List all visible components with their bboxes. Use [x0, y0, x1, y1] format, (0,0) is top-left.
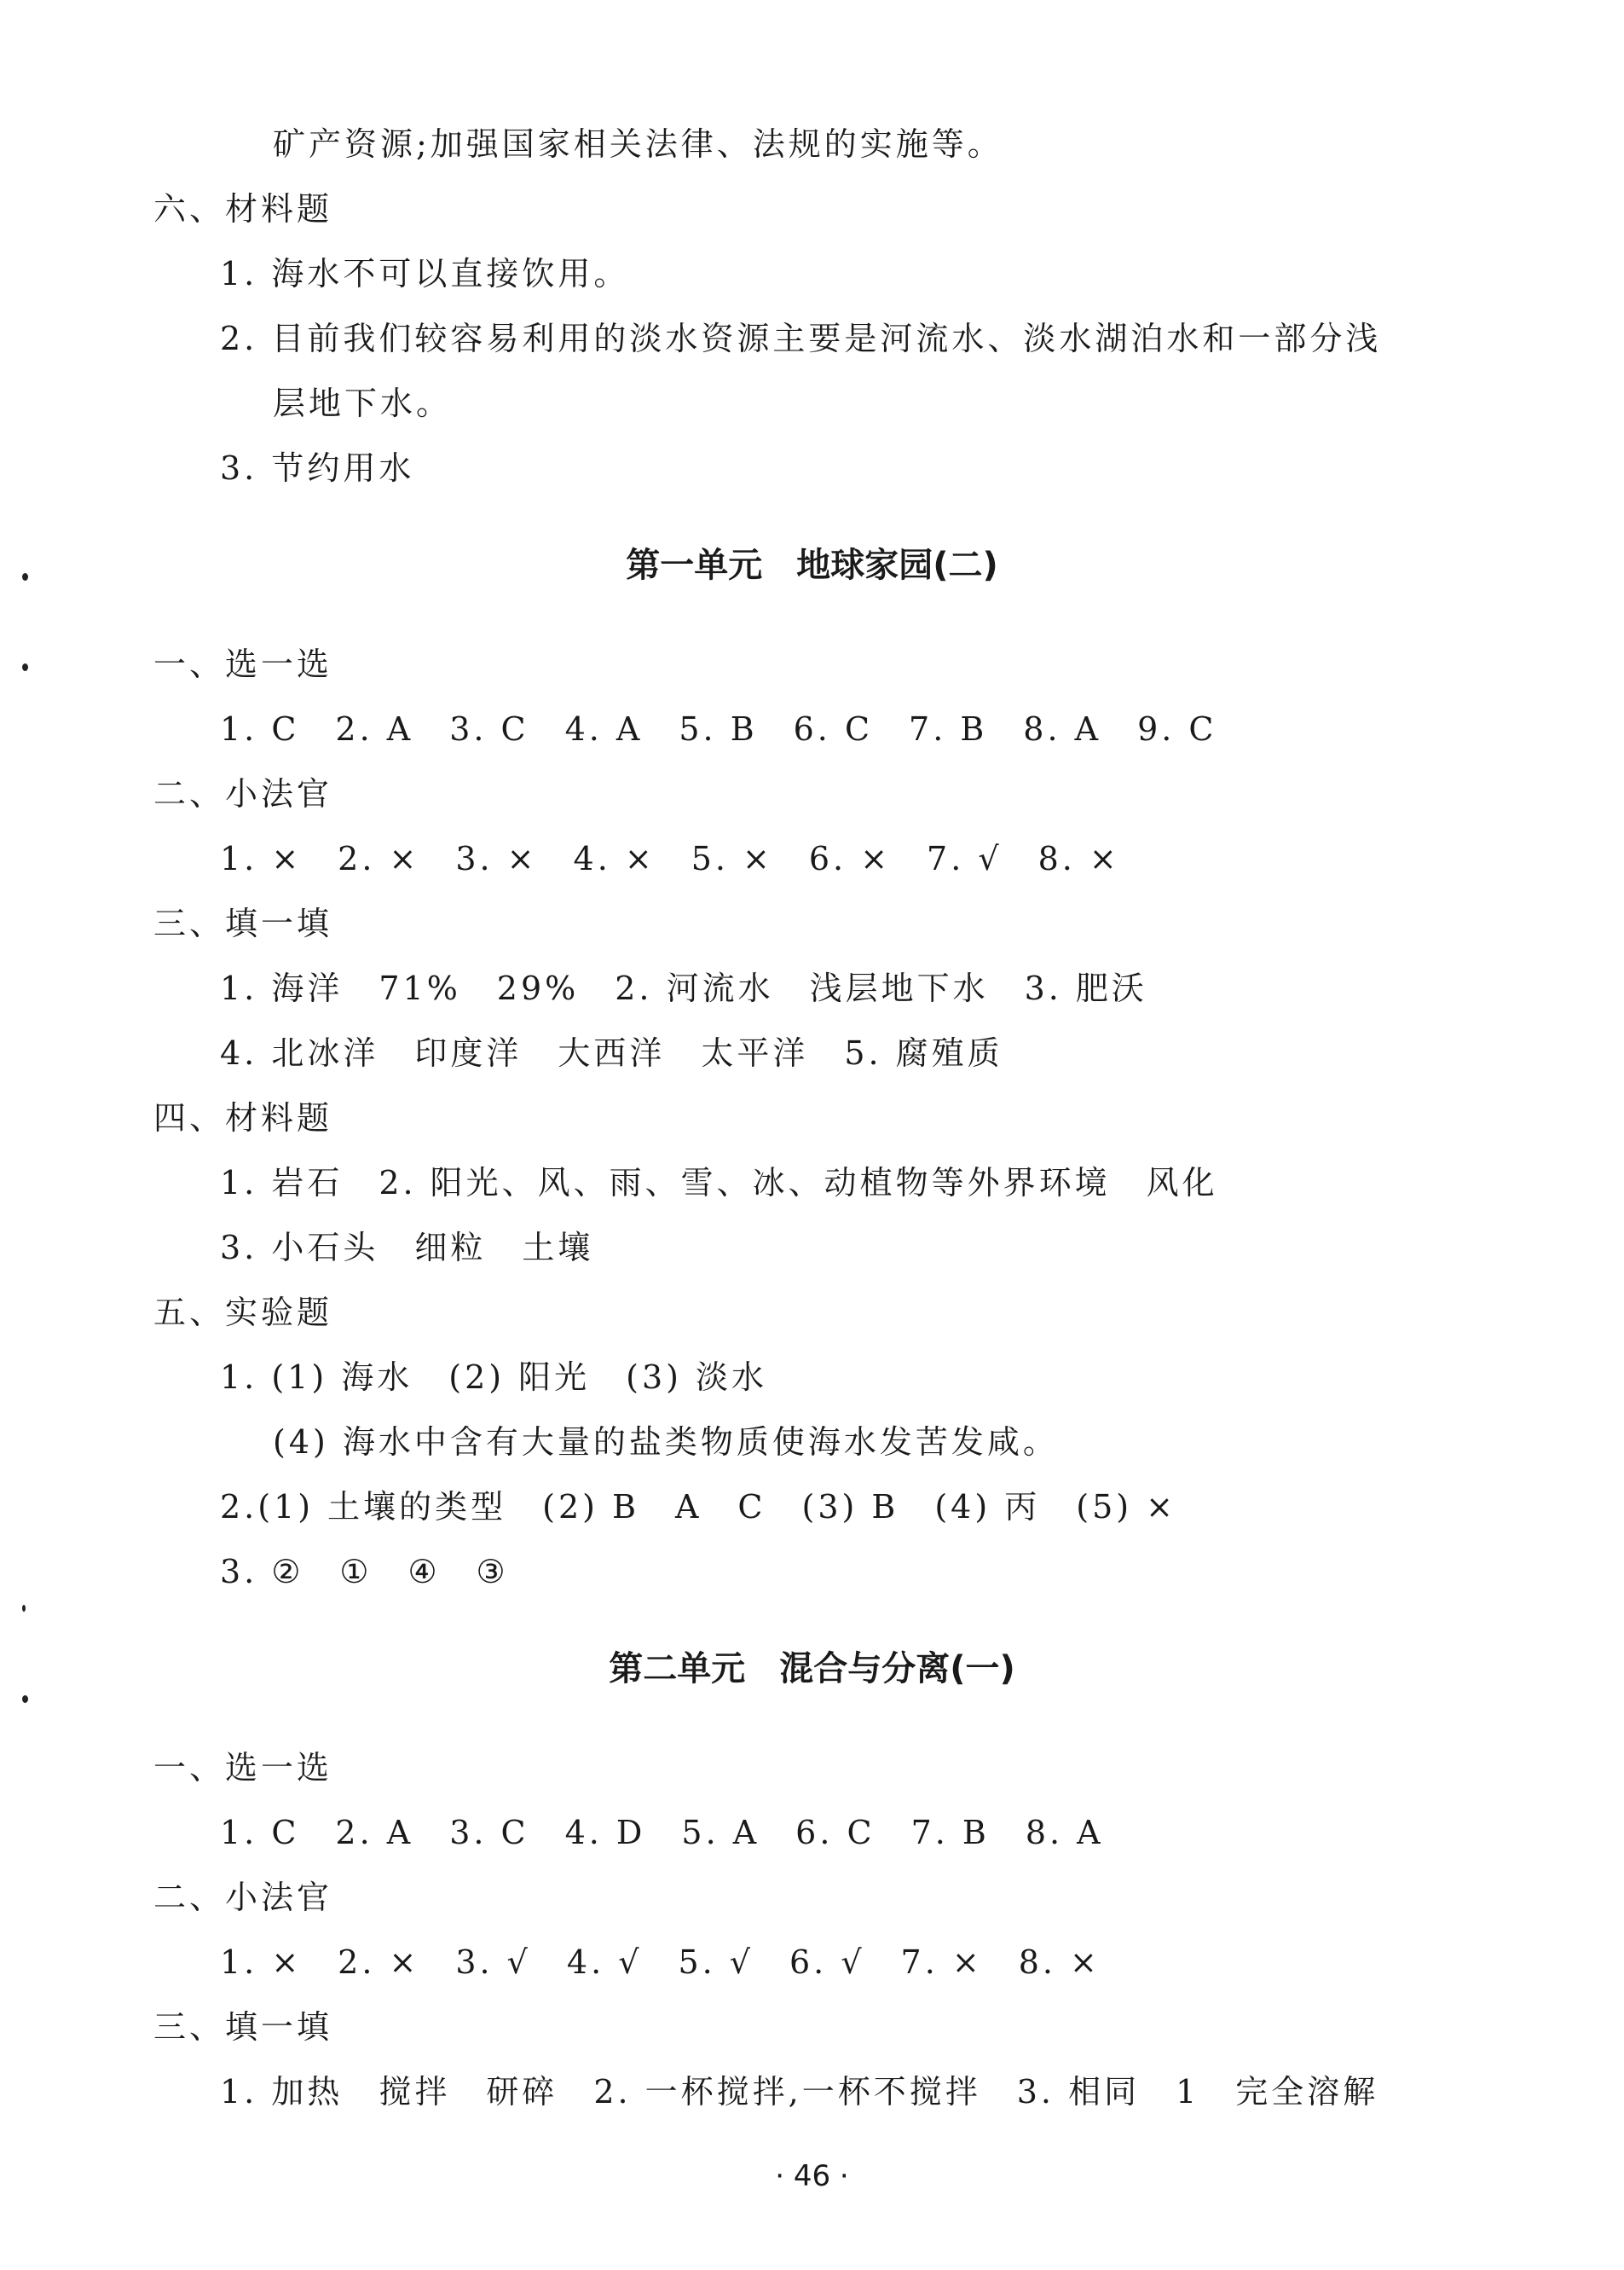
answer-line: 1. 海洋 71% 29% 2. 河流水 浅层地下水 3. 肥沃 [220, 970, 1147, 1007]
text-line: 矿产资源;加强国家相关法律、法规的实施等。 [273, 125, 1003, 163]
answer-line: 1. (1) 海水 (2) 阳光 (3) 淡水 [220, 1358, 768, 1396]
page-number: · 46 · [775, 2159, 849, 2193]
section-heading: 三、填一填 [153, 905, 333, 942]
margin-mark [22, 663, 28, 671]
section-heading: 三、填一填 [153, 2008, 333, 2046]
answer-line: 1. × 2. × 3. √ 4. √ 5. √ 6. √ 7. × 8. × [220, 1943, 1101, 1981]
answer-line: 2. 目前我们较容易利用的淡水资源主要是河流水、淡水湖泊水和一部分浅 [220, 320, 1382, 357]
section-heading: 二、小法官 [153, 775, 333, 813]
answer-line: 1. 海水不可以直接饮用。 [220, 255, 630, 292]
section-heading: 五、实验题 [153, 1294, 333, 1331]
answer-line: 3. ② ① ④ ③ [220, 1553, 509, 1590]
margin-mark [22, 1695, 28, 1703]
answer-line: 层地下水。 [273, 385, 453, 422]
section-heading: 一、选一选 [153, 646, 333, 683]
answer-line: 1. C 2. A 3. C 4. A 5. B 6. C 7. B 8. A 9. C [220, 710, 1217, 748]
margin-mark [22, 1605, 26, 1612]
section-heading: 四、材料题 [153, 1099, 333, 1137]
answer-line: 4. 北冰洋 印度洋 大西洋 太平洋 5. 腐殖质 [220, 1034, 1003, 1072]
section-heading: 六、材料题 [153, 190, 333, 228]
answer-line: 1. × 2. × 3. × 4. × 5. × 6. × 7. √ 8. × [220, 840, 1120, 877]
answer-line: 3. 小石头 细粒 土壤 [220, 1229, 594, 1266]
answer-line: 1. 加热 搅拌 研碎 2. 一杯搅拌,一杯不搅拌 3. 相同 1 完全溶解 [220, 2073, 1379, 2111]
answer-line: 1. C 2. A 3. C 4. D 5. A 6. C 7. B 8. A [220, 1814, 1104, 1851]
section-heading: 二、小法官 [153, 1879, 333, 1916]
answer-line: 2.(1) 土壤的类型 (2) B A C (3) B (4) 丙 (5) × [220, 1488, 1176, 1526]
unit-title: 第二单元 混合与分离(一) [609, 1649, 1015, 1688]
answer-line: (4) 海水中含有大量的盐类物质使海水发苦发咸。 [273, 1423, 1059, 1461]
section-heading: 一、选一选 [153, 1749, 333, 1786]
unit-title: 第一单元 地球家园(二) [626, 546, 998, 585]
answer-line: 1. 岩石 2. 阳光、风、雨、雪、冰、动植物等外界环境 风化 [220, 1164, 1218, 1202]
answer-line: 3. 节约用水 [220, 449, 415, 487]
